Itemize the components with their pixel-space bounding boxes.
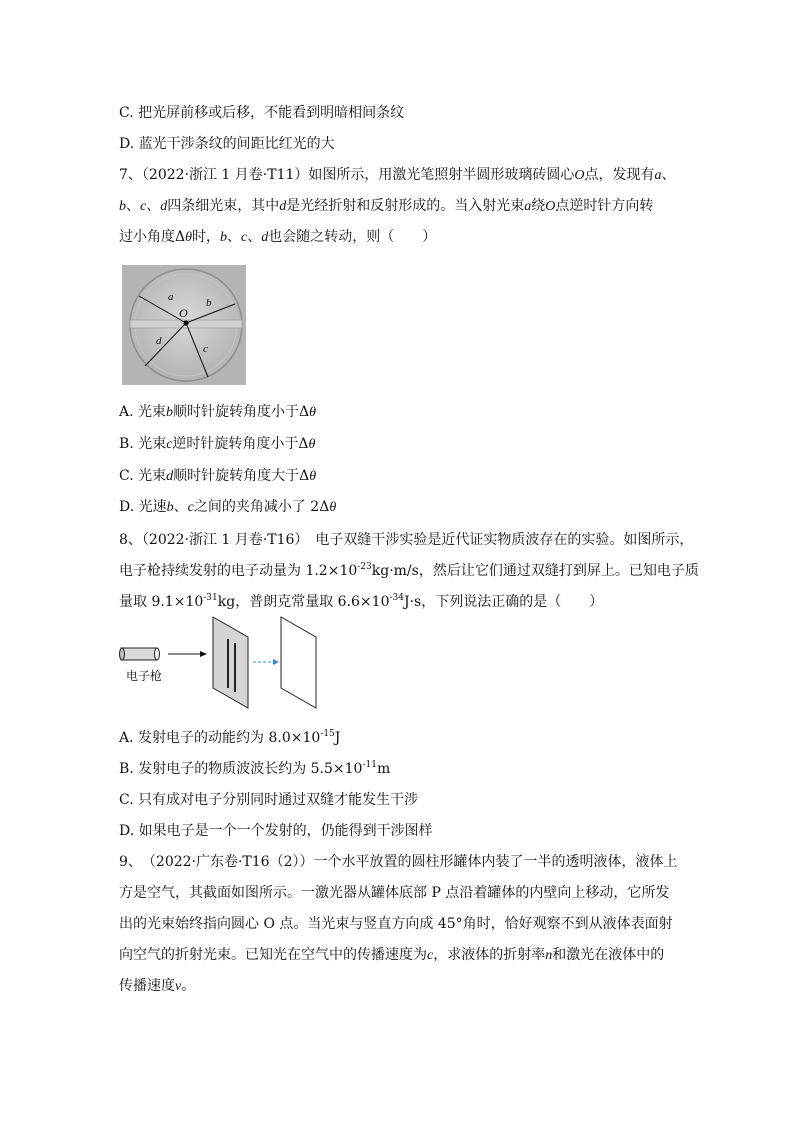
q8-stem-line3: 量取 $9.1\times 10^{-31}kg$，普朗克常量取 $6.6\times 10^{-34}J\cdot s$，下列说法正确的是（ ） [119,593,604,610]
q7-option-c[interactable]: C. 光束d顺时针旋转角度大于Δθ [119,468,317,484]
q8-option-b[interactable]: B. 发射电子的物质波波长约为 $5.5\times 10^{-11}m$ [119,760,391,777]
q9-stem-line1: 9、 （2022·广东卷·T16（2））一个水平放置的圆柱形罐体内装了一半的透明液体，液体上 [119,854,678,870]
dashed-beam-arrowhead [273,659,279,665]
label-b: b [206,297,212,309]
center-point-o [183,320,188,325]
double-slit-figure [118,614,318,712]
label-o: O [179,306,188,320]
option-c-prev: C. 把光屏前移或后移，不能看到明暗相间条纹 [119,105,405,121]
q7-stem-line1: 7、（2022·浙江 1 月卷·T11）如图所示，用激光笔照射半圆形玻璃砖圆心O点，发现有a、 [119,167,676,183]
q9-stem-line2: 方是空气，其截面如图所示。一激光器从罐体底部 P 点沿着罐体的内壁向上移动，它所发 [119,885,670,901]
electron-gun-label: 电子枪 [126,669,163,683]
double-slit-plate [213,617,248,708]
q9-stem-line3: 出的光束始终指向圆心 O 点。当光束与竖直方向成 45°角时，恰好观察不到从液体表面射 [119,916,673,932]
q8-option-c[interactable]: C. 只有成对电子分别同时通过双缝才能发生干涉 [119,792,419,808]
q7-option-d[interactable]: D. 光速b、c之间的夹角减小了 2Δθ [119,499,337,515]
q7-option-a[interactable]: A. 光束b顺时针旋转角度小于Δθ [119,404,317,420]
screen [281,617,316,708]
option-d-prev: D. 蓝光干涉条纹的间距比红光的大 [119,136,335,152]
glass-semicircle-figure [122,265,246,385]
q8-stem-line1: 8、（2022·浙江 1 月卷·T16） 电子双缝干涉实验是近代证实物质波存在的实验。如图所示， [119,532,694,548]
electron-gun-front [155,648,160,660]
q7-stem-line2: b、c、d四条细光束，其中d是光经折射和反射形成的。当入射光束a绕O点逆时针方向转 [119,198,654,214]
electron-gun-back [120,648,125,660]
q7-option-b[interactable]: B. 光束c逆时针旋转角度小于Δθ [119,436,316,452]
beam-arrowhead [200,651,207,657]
q7-stem-line3: 过小角度Δθ时，b、c、d也会随之转动，则（ ） [119,229,437,245]
q8-option-d[interactable]: D. 如果电子是一个一个发射的，仍能得到干涉图样 [119,823,433,839]
label-a: a [168,291,174,303]
q9-stem-line4: 向空气的折射光束。已知光在空气中的传播速度为c，求液体的折射率n和激光在液体中的 [119,947,665,963]
label-c: c [203,343,208,355]
q9-stem-line5: 传播速度v。 [119,978,196,994]
electron-gun-body [121,648,157,660]
q8-option-a[interactable]: A. 发射电子的动能约为 $8.0\times 10^{-15}J$ [119,729,341,746]
q8-stem-line2: 电子枪持续发射的电子动量为 $1.2\times 10^{-23}kg\cdot m/s$，然后让它们通过双缝打到屏上。已知电子质 [119,562,699,579]
label-d: d [156,335,162,347]
